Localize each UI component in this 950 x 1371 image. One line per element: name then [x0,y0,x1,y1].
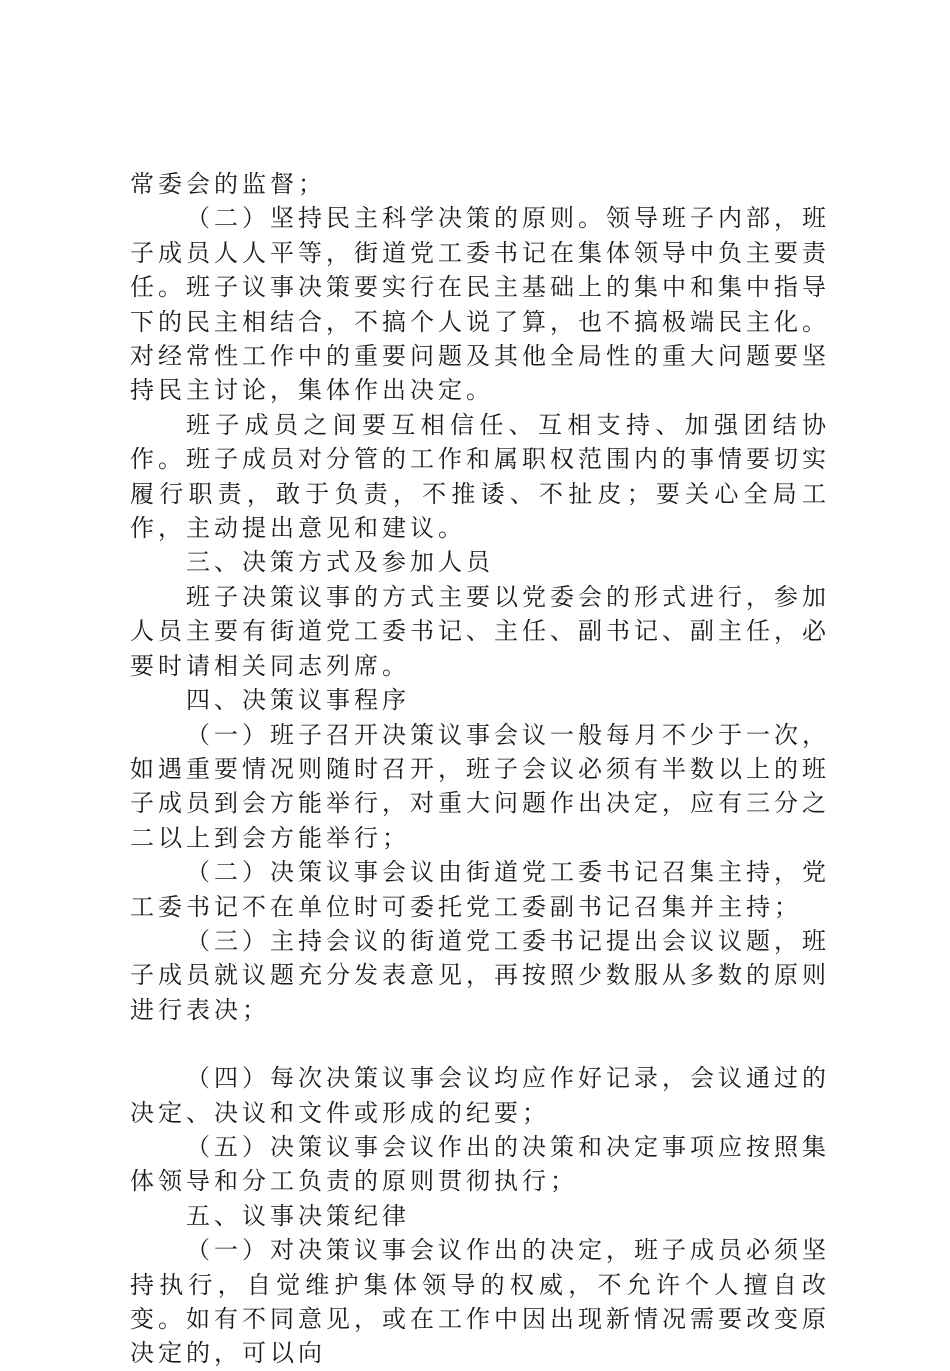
section-heading-4: 四、决策议事程序 [186,686,410,715]
paragraph-procedure-3: （三）主持会议的街道党工委书记提出会议议题，班子成员就议题充分发表意见，再按照少数服从多数的原则进行表决； [130,926,830,1024]
paragraph-continuation: 常委会的监督； [130,170,326,198]
paragraph-democratic-decision: （二）坚持民主科学决策的原则。领导班子内部，班子成员人人平等，街道党工委书记在集体领导中负主要责任。班子议事决策要实行在民主基础上的集中和集中指导下的民主相结合，不搞个人说了算，也不搞极端民主化。对经常性工作中的重要问题及其他全局性的重大问题要坚持民主讨论，集体作出决定。 [130,204,830,405]
document-body [130,167,830,1371]
paragraph-procedure-5: （五）决策议事会议作出的决策和决定事项应按照集体领导和分工负责的原则贯彻执行； [130,1132,830,1196]
paragraph-procedure-1: （一）班子召开决策议事会议一般每月不少于一次，如遇重要情况则随时召开，班子会议必须有半数以上的班子成员到会方能举行，对重大问题作出决定，应有三分之二以上到会方能举行； [130,720,830,852]
paragraph-procedure-4: （四）每次决策议事会议均应作好记录，会议通过的决定、决议和文件或形成的纪要； [130,1064,830,1127]
paragraph-decision-method: 班子决策议事的方式主要以党委会的形式进行，参加人员主要有街道党工委书记、主任、副书记、副主任，必要时请相关同志列席。 [130,582,830,680]
paragraph-procedure-2: （二）决策议事会议由街道党工委书记召集主持，党工委书记不在单位时可委托党工委副书记召集并主持； [130,858,830,921]
paragraph-team-cooperation: 班子成员之间要互相信任、互相支持、加强团结协作。班子成员对分管的工作和属职权范围内的事情要切实履行职责，敢于负责，不推诿、不扯皮；要关心全局工作，主动提出意见和建议。 [130,410,830,543]
section-heading-5: 五、议事决策纪律 [186,1201,410,1230]
section-heading-3: 三、决策方式及参加人员 [186,548,494,577]
paragraph-discipline-1: （一）对决策议事会议作出的决定，班子成员必须坚持执行，自觉维护集体领导的权威，不允许个人擅自改变。如有不同意见，或在工作中因出现新情况需要改变原决定的，可以向 [130,1236,830,1368]
